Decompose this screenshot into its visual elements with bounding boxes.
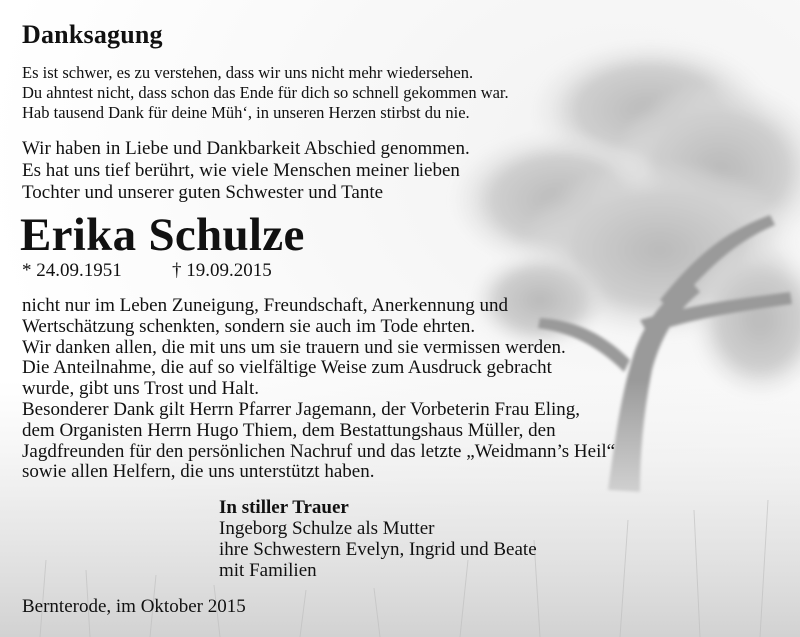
body-line: Jagdfreunden für den persönlichen Nachruf und das letzte „Weidmann’s Heil“ [22, 440, 616, 462]
intro-line: Tochter und unserer guten Schwester und Tante [22, 182, 384, 203]
body-line: Die Anteilnahme, die auf so vielfältige Weise zum Ausdruck gebracht [22, 357, 552, 379]
birth-date: * 24.09.1951 [22, 260, 122, 281]
body-line: Wertschätzung schenkten, sondern sie auch im Tode ehrten. [22, 315, 476, 337]
body-line: dem Organisten Herrn Hugo Thiem, dem Bestattungshaus Müller, den [22, 419, 556, 441]
deceased-name: Erika Schulze [20, 209, 305, 261]
notice-heading: Danksagung [22, 20, 163, 49]
body-line: Wir danken allen, die mit uns um sie trauern und sie vermissen werden. [22, 336, 566, 358]
thanks-body [22, 296, 615, 483]
intro-line: Es hat uns tief berührt, wie viele Menschen meiner lieben [22, 160, 460, 181]
death-date: † 19.09.2015 [172, 260, 272, 281]
body-line: nicht nur im Leben Zuneigung, Freundschaft, Anerkennung und [22, 295, 508, 316]
life-dates [22, 260, 272, 282]
signature-block [219, 497, 537, 581]
poem-block [22, 63, 509, 123]
body-line: wurde, gibt uns Trost und Halt. [22, 378, 259, 400]
poem-line: Es ist schwer, es zu verstehen, dass wir uns nicht mehr wiedersehen. [22, 63, 474, 82]
signature-line: Ingeborg Schulze als Mutter [219, 518, 435, 539]
poem-line: Du ahntest nicht, dass schon das Ende für dich so schnell gekommen war. [22, 83, 509, 102]
intro-block [22, 138, 470, 204]
poem-line: Hab tausend Dank für deine Müh‘, in unseren Herzen stirbst du nie. [22, 103, 470, 122]
intro-line: Wir haben in Liebe und Dankbarkeit Abschied genommen. [22, 138, 470, 159]
body-line: Besonderer Dank gilt Herrn Pfarrer Jagemann, der Vorbeterin Frau Eling, [22, 398, 581, 420]
signature-line: ihre Schwestern Evelyn, Ingrid und Beate [219, 539, 537, 560]
signature-line: mit Familien [219, 560, 317, 581]
place-and-date: Bernterode, im Oktober 2015 [22, 596, 246, 617]
body-line: sowie allen Helfern, die uns unterstützt haben. [22, 461, 375, 483]
signature-heading: In stiller Trauer [219, 497, 349, 518]
